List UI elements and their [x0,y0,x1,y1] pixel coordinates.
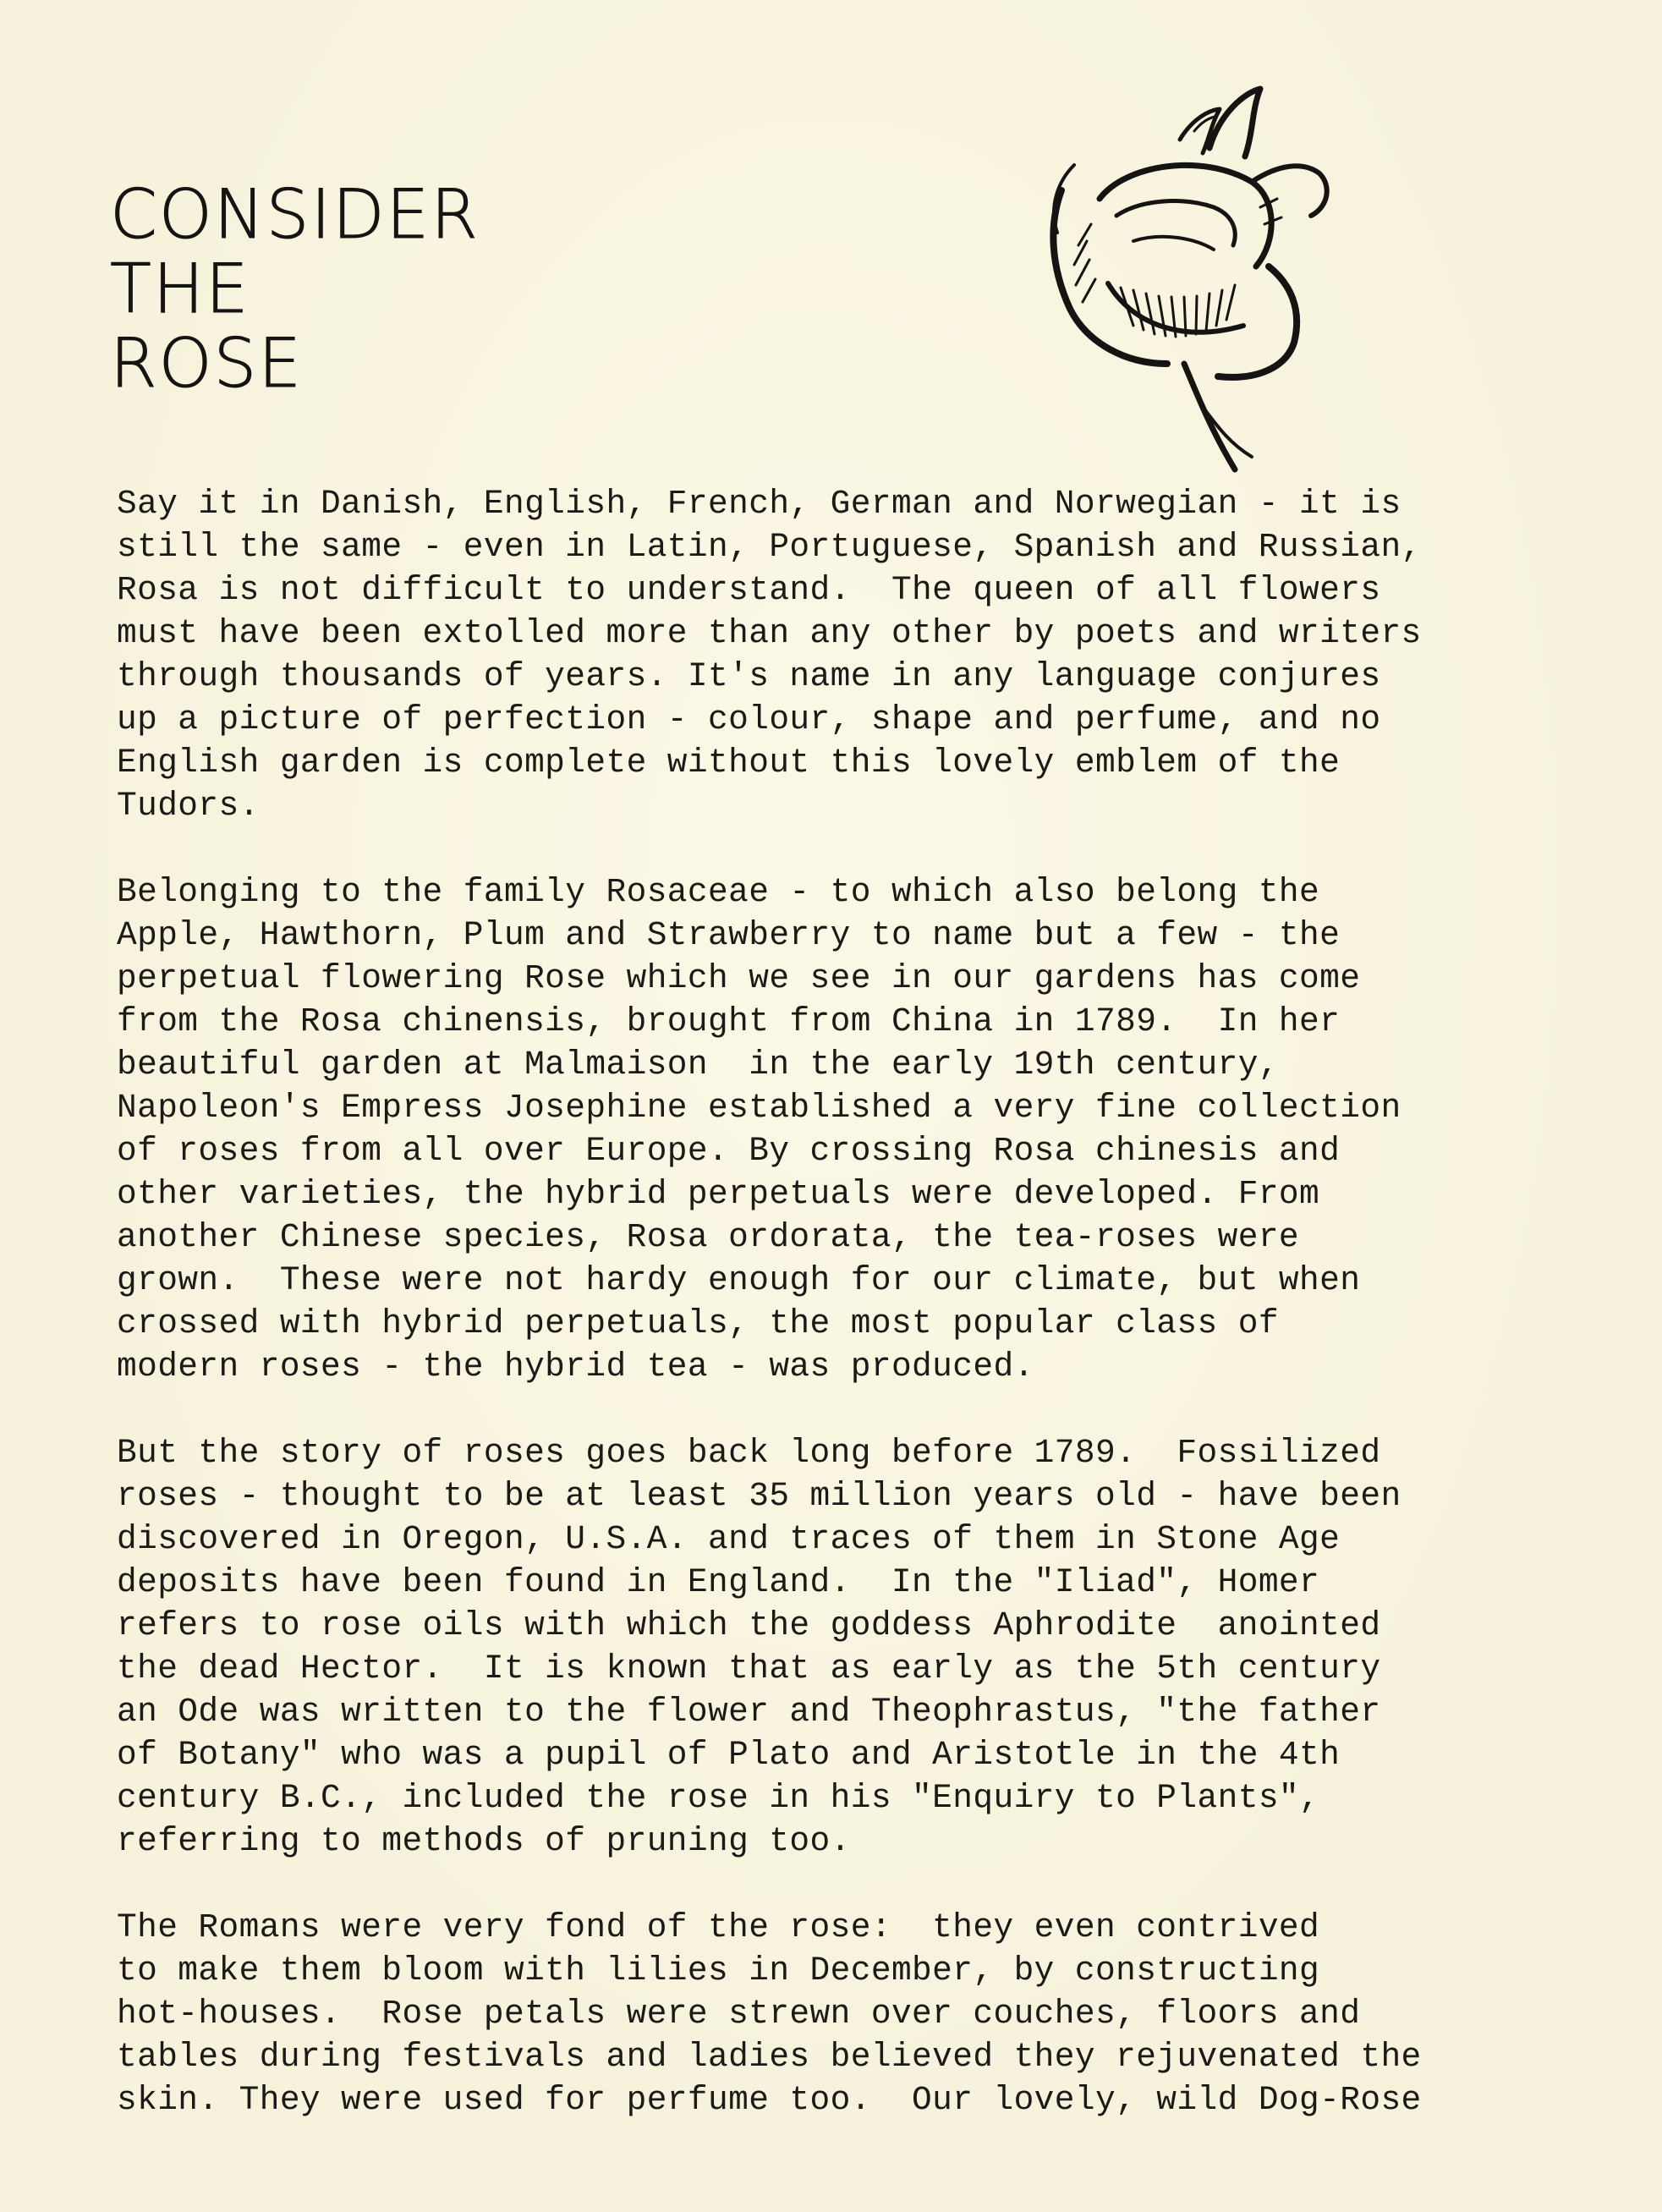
article-body [117,482,1521,2121]
paragraph: Say it in Danish, English, French, German and Norwegian - it is still the same - even in Latin, Portuguese, Spanish and Russian, Rosa is not difficult to understand. The queen of all flowers must have been extolled more than any other by poets and writers through thousands of years. It's name in any language conjures up a picture of perfection - colour, shape and perfume, and no English garden is complete without this lovely emblem of the Tudors. [117,485,1422,825]
title-line: ROSE [110,324,303,403]
paragraph: Belonging to the family Rosaceae - to which also belong the Apple, Hawthorn, Plum and Strawberry to name but a few - the perpetual flowering Rose which we see in our gardens has come from the Rosa chinensis, brought from China in 1789. In her beautiful garden at Malmaison in the early 19th century, Napoleon's Empress Josephine established a very fine collection of roses from all over Europe. By crossing Rosa chinesis and other varieties, the hybrid perpetuals were developed. From another Chinese species, Rosa ordorata, the tea-roses were grown. These were not hardy enough for our climate, but when crossed with hybrid perpetuals, the most popular class of modern roses - the hybrid tea - was produced. [117,873,1401,1386]
rose-drawing-icon [998,72,1353,486]
title-line: CONSIDER [110,175,480,254]
article-title [110,175,480,403]
title-line: THE [110,250,250,328]
paragraph: But the story of roses goes back long before 1789. Fossilized roses - thought to be at least 35 million years old - have been discovered in Oregon, U.S.A. and traces of them in Stone Age deposits have been found in England. In the "Iliad", Homer refers to rose oils with which the goddess Aphrodite anointed the dead Hector. It is known that as early as the 5th century an Ode was written to the flower and Theophrastus, "the father of Botany" who was a pupil of Plato and Aristotle in the 4th century B.C., included the rose in his "Enquiry to Plants", referring to methods of pruning too. [117,1434,1401,1860]
paragraph: The Romans were very fond of the rose: they even contrived to make them bloom with lilies in December, by constructing hot-houses. Rose petals were strewn over couches, floors and tables during festivals and ladies believed they rejuvenated the skin. They were used for perfume too. Our lovely, wild Dog-Rose [117,1908,1422,2119]
